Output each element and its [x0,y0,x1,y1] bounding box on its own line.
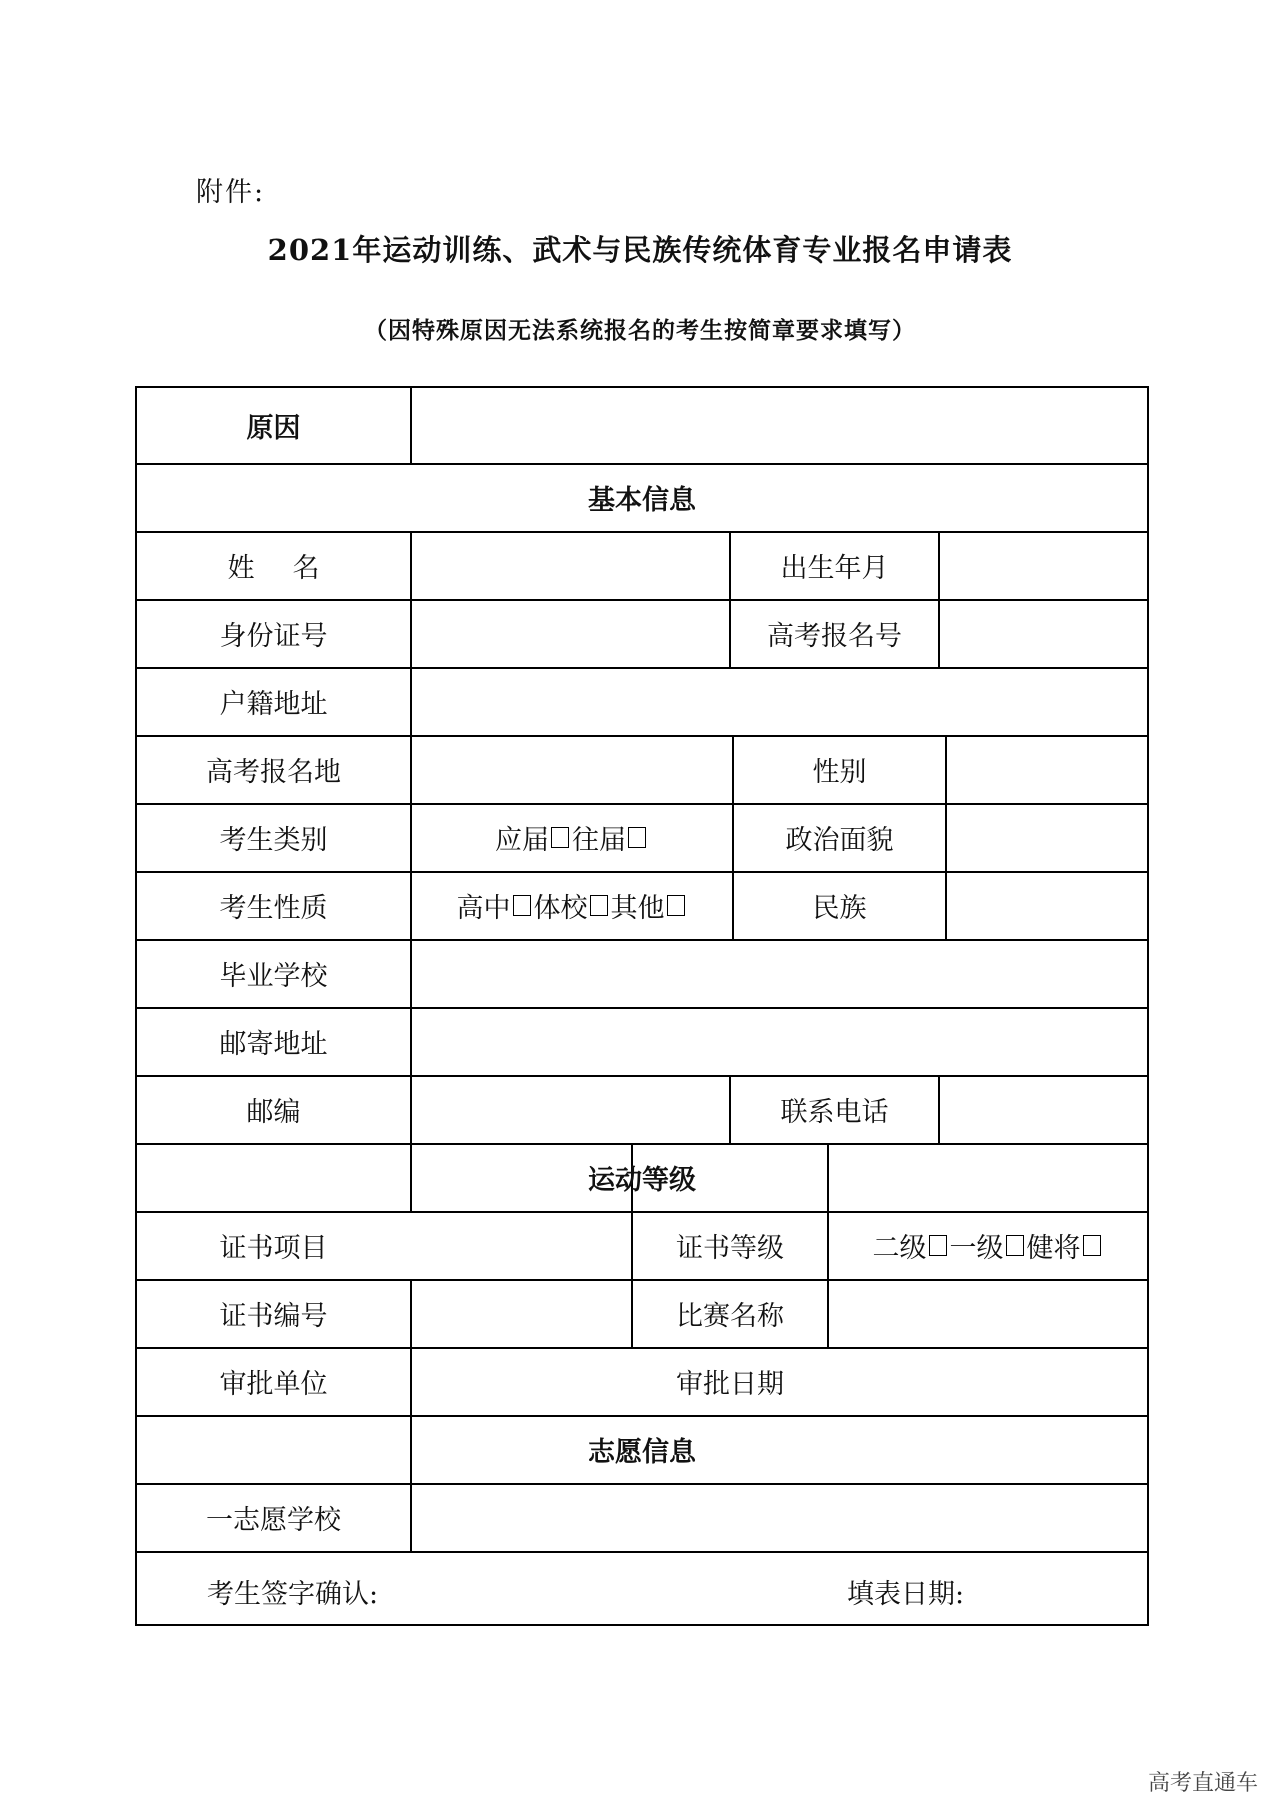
cert-item-field[interactable] [412,1211,631,1279]
nature-option-sportsschool: 体校 [533,892,588,924]
exam-place-field[interactable] [412,735,732,803]
category-options [412,803,732,871]
section-basic-info: 基本信息 [588,484,696,516]
wish-school-field[interactable] [412,1483,1147,1551]
application-form-table [135,386,1149,1626]
form-title: 2021年运动训练、武术与民族传统体育专业报名申请表 [267,233,1013,267]
exam-no-field[interactable] [940,599,1147,667]
section-sport-level: 运动等级 [588,1164,696,1196]
signature-label: 考生签字确认: [207,1579,379,1610]
match-label: 比赛名称 [676,1300,784,1332]
exam-no-label: 高考报名号 [767,620,902,652]
political-field[interactable] [947,803,1147,871]
school-label: 毕业学校 [219,960,328,992]
reason-label: 原因 [246,413,301,444]
form-subtitle: （因特殊原因无法系统报名的考生按简章要求填写） [364,317,916,344]
cert-item-label: 证书项目 [219,1232,328,1264]
nature-option-highschool: 高中 [456,892,511,924]
cert-no-label: 证书编号 [219,1300,328,1332]
match-field[interactable] [829,1279,1147,1347]
cert-level-options [829,1211,1147,1279]
household-label: 户籍地址 [219,688,328,720]
postcode-label: 邮编 [246,1096,301,1128]
checkbox-previous[interactable] [628,827,646,848]
cert-level-label: 证书等级 [676,1232,784,1264]
id-field[interactable] [412,599,729,667]
attachment-label: 附件: [196,177,266,208]
checkbox-second[interactable] [929,1235,947,1256]
checkbox-fresh[interactable] [551,827,569,848]
nature-options [412,871,732,939]
approve-date-field[interactable] [829,1347,1147,1415]
checkbox-first[interactable] [1006,1235,1024,1256]
name-label-text: 姓名 [227,552,358,584]
birth-field[interactable] [940,531,1147,599]
nature-label: 考生性质 [219,892,328,924]
political-label: 政治面貌 [785,824,894,856]
name-field[interactable] [412,531,729,599]
reason-field[interactable] [412,388,1147,463]
ethnic-label: 民族 [812,892,867,924]
fill-date-label: 填表日期: [847,1579,965,1610]
school-field[interactable] [412,939,1147,1007]
gender-label: 性别 [812,756,867,788]
checkbox-highschool[interactable] [513,895,531,916]
category-option-fresh: 应届 [495,824,549,856]
approve-unit-label: 审批单位 [219,1368,328,1400]
category-option-previous: 往届 [572,824,626,856]
wish-school-label: 一志愿学校 [206,1504,341,1536]
id-label: 身份证号 [219,620,328,652]
checkbox-sportsschool[interactable] [590,895,608,916]
cert-level-master: 健将 [1026,1232,1081,1264]
phone-field[interactable] [940,1075,1147,1143]
mail-field[interactable] [412,1007,1147,1075]
birth-label: 出生年月 [780,552,889,584]
checkbox-other[interactable] [667,895,685,916]
ethnic-field[interactable] [947,871,1147,939]
cert-level-first: 一级 [949,1232,1004,1264]
exam-place-label: 高考报名地 [206,756,341,788]
household-field[interactable] [412,667,1147,735]
nature-option-other: 其他 [610,892,665,924]
approve-unit-field[interactable] [412,1347,631,1415]
category-label: 考生类别 [219,824,328,856]
name-label [137,531,410,599]
section-wish-info: 志愿信息 [588,1436,696,1468]
gender-field[interactable] [947,735,1147,803]
approve-date-label: 审批日期 [676,1368,784,1400]
watermark: 高考直通车 [1147,1771,1258,1796]
checkbox-master[interactable] [1083,1235,1101,1256]
postcode-field[interactable] [412,1075,729,1143]
cert-level-second: 二级 [872,1232,927,1264]
mail-label: 邮寄地址 [219,1028,328,1060]
cert-no-field[interactable] [412,1279,631,1347]
phone-label: 联系电话 [780,1096,889,1128]
